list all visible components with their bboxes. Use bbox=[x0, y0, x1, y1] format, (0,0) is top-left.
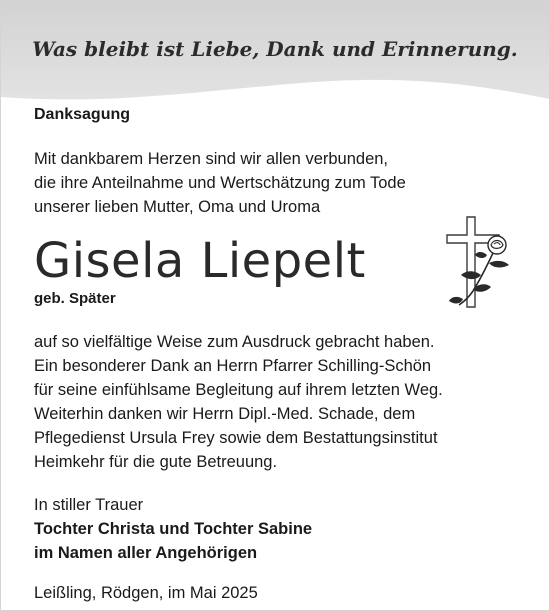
thanks-line: Heimkehr für die gute Betreuung. bbox=[34, 453, 278, 471]
signer-line: im Namen aller Angehörigen bbox=[34, 544, 258, 562]
mourning-block bbox=[34, 493, 534, 565]
maiden-name: geb. Späte​r bbox=[34, 290, 116, 307]
banner-motto: Was bleibt ist Liebe, Dank und Erinnerung. bbox=[32, 37, 518, 61]
place-and-date: Leißling, Rödgen, im Mai 2025 bbox=[34, 584, 258, 602]
notice-heading: Danksagung bbox=[34, 106, 131, 123]
header-banner bbox=[1, 1, 549, 113]
thanks-text bbox=[34, 330, 534, 474]
cross-with-rose-icon bbox=[443, 215, 519, 316]
thanks-line: Pflegedienst Ursula Frey sowie dem Bestattungsinstitut bbox=[34, 429, 438, 447]
intro-line: die ihre Anteilnahme und Wertschätzung zum Tode bbox=[34, 174, 406, 192]
intro-text bbox=[34, 147, 534, 219]
intro-line: Mit dankbarem Herzen sind wir allen verbunden, bbox=[34, 150, 389, 168]
thanks-line: auf so vielfältige Weise zum Ausdruck gebracht haben. bbox=[34, 333, 435, 351]
thanks-line: Weiterhin danken wir Herrn Dipl.-Med. Schade, dem bbox=[34, 405, 416, 423]
deceased-name: Gisela Liepelt bbox=[34, 233, 366, 289]
mourning-label: In stiller Trauer bbox=[34, 496, 144, 514]
notice-content bbox=[34, 105, 534, 605]
thanks-line: Ein besonderer Dank an Herrn Pfarrer Schilling-Schön bbox=[34, 357, 432, 375]
signer-line: Tochter Christa und Tochter Sabine bbox=[34, 520, 313, 538]
intro-line: unserer lieben Mutter, Oma und Uroma bbox=[34, 198, 321, 216]
thanks-line: für seine einfühlsame Begleitung auf ihrem letzten Weg. bbox=[34, 381, 443, 399]
